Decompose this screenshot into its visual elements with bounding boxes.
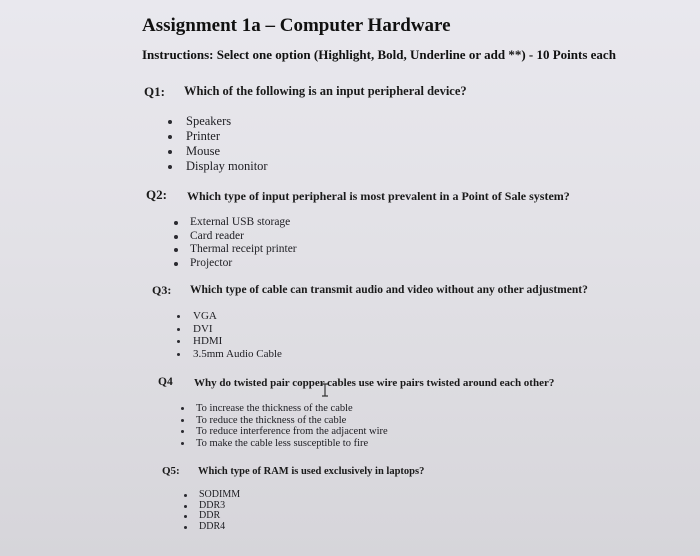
option-label: HDMI — [193, 335, 223, 347]
text-cursor-icon — [320, 383, 330, 397]
question-4-option-c[interactable] — [196, 426, 388, 438]
question-1-option-a[interactable] — [186, 114, 268, 129]
bullet-icon — [184, 526, 187, 529]
question-2-text: Which type of input peripheral is most prevalent in a Point of Sale system? — [187, 189, 570, 203]
question-3-option-d[interactable] — [193, 348, 282, 361]
option-label: 3.5mm Audio Cable — [193, 347, 282, 360]
question-2-label: Q2: — [146, 187, 167, 202]
bullet-icon — [181, 430, 184, 433]
option-label: To make the cable less susceptible to fire — [196, 437, 369, 449]
bullet-icon — [168, 135, 172, 139]
option-label: External USB storage — [190, 216, 291, 228]
question-3-option-c[interactable] — [193, 335, 282, 348]
option-label: DDR3 — [199, 499, 226, 511]
option-label: Projector — [190, 256, 233, 269]
question-1-text: Which of the following is an input peripheral device? — [184, 84, 467, 98]
option-label: Mouse — [186, 144, 221, 158]
bullet-icon — [181, 407, 184, 410]
bullet-icon — [168, 150, 172, 154]
question-4-label: Q4 — [158, 376, 173, 388]
question-4-option-a[interactable] — [196, 403, 388, 415]
bullet-icon — [174, 262, 178, 266]
question-4-option-b[interactable] — [196, 415, 388, 427]
bullet-icon — [181, 442, 184, 445]
question-3-options — [193, 310, 282, 360]
option-label: DVI — [193, 322, 213, 335]
bullet-icon — [184, 494, 187, 497]
instructions-text: Instructions: Select one option (Highlight, Bold, Underline or add **) - 10 Points each — [142, 47, 616, 62]
bullet-icon — [174, 221, 178, 225]
question-4-text: Why do twisted pair copper cables use wire pairs twisted around each other? — [194, 377, 555, 389]
option-label: Card reader — [190, 229, 244, 242]
question-1-label: Q1: — [144, 84, 165, 99]
question-1-option-b[interactable] — [186, 129, 268, 144]
question-2-option-d[interactable] — [190, 257, 297, 271]
bullet-icon — [177, 315, 180, 318]
question-1-option-d[interactable] — [186, 159, 268, 174]
bullet-icon — [168, 165, 172, 169]
question-3-text: Which type of cable can transmit audio and video without any other adjustment? — [190, 284, 588, 296]
option-label: To reduce interference from the adjacent wire — [196, 426, 388, 437]
question-1-option-c[interactable] — [186, 144, 268, 159]
option-label: VGA — [193, 310, 217, 322]
question-5-text: Which type of RAM is used exclusively in laptops? — [198, 466, 425, 477]
option-label: Speakers — [186, 114, 232, 128]
question-5-option-d[interactable] — [199, 522, 240, 533]
option-label: To reduce the thickness of the cable — [196, 414, 347, 426]
bullet-icon — [181, 419, 184, 422]
question-5-options — [199, 490, 240, 532]
question-2-option-c[interactable] — [190, 243, 297, 257]
bullet-icon — [174, 235, 178, 239]
option-label: Display monitor — [186, 159, 268, 173]
bullet-icon — [177, 340, 180, 343]
document-title: Assignment 1a – Computer Hardware — [142, 15, 451, 36]
option-label: To increase the thickness of the cable — [196, 403, 353, 414]
bullet-icon — [184, 505, 187, 508]
question-2-option-a[interactable] — [190, 216, 297, 230]
option-label: Thermal receipt printer — [190, 243, 297, 255]
bullet-icon — [177, 328, 180, 331]
bullet-icon — [168, 120, 172, 124]
bullet-icon — [184, 515, 187, 518]
question-2-options — [190, 216, 297, 270]
question-2-option-b[interactable] — [190, 230, 297, 244]
option-label: DDR4 — [199, 520, 226, 532]
question-3-label: Q3: — [152, 283, 172, 297]
question-5-label: Q5: — [162, 465, 180, 477]
option-label: Printer — [186, 129, 221, 143]
option-label: DDR — [199, 510, 221, 521]
question-4-options — [196, 403, 388, 449]
question-1-options — [186, 114, 268, 174]
bullet-icon — [174, 248, 178, 252]
option-label: SODIMM — [199, 489, 241, 500]
question-3-option-a[interactable] — [193, 310, 282, 323]
question-4-option-d[interactable] — [196, 438, 388, 450]
question-3-option-b[interactable] — [193, 323, 282, 336]
bullet-icon — [177, 353, 180, 356]
